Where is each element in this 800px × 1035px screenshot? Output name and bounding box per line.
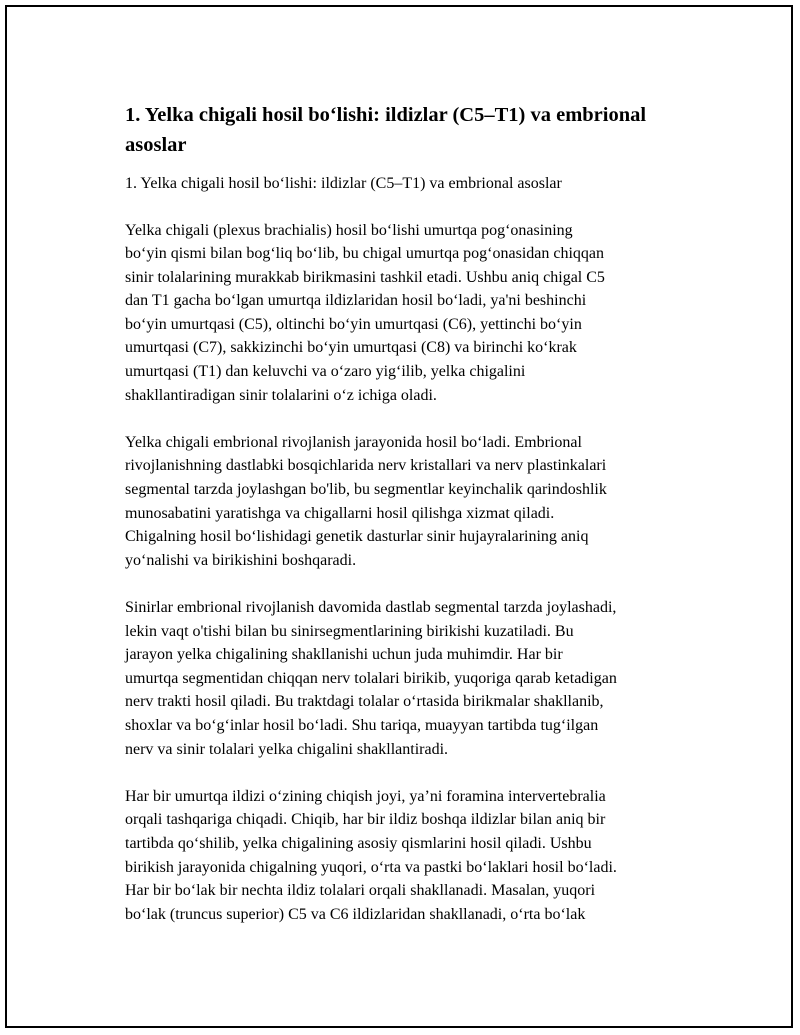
paragraph-3 <box>125 596 705 761</box>
heading-line: 1. Yelka chigali hosil bo‘lishi: ildizlar (C5–T1) va embrional <box>125 104 647 126</box>
paragraph-line: Yelka chigali embrional rivojlanish jarayonida hosil bo‘ladi. Embrional <box>125 433 582 451</box>
paragraph-line: nerv trakti hosil qiladi. Bu traktdagi tolalar o‘rtasida birikmalar shakllanib, <box>125 693 604 711</box>
paragraph-line: bo‘yin qismi bilan bog‘liq bo‘lib, bu chigal umurtqa pog‘onasidan chiqqan <box>125 245 605 263</box>
paragraph-line: birikish jarayonida chigalning yuqori, o‘rta va pastki bo‘laklari hosil bo‘ladi. <box>125 858 617 876</box>
paragraph-line: munosabatini yaratishga va chigallarni hosil qilishga xizmat qiladi. <box>125 504 555 522</box>
paragraph-line: Chigalning hosil bo‘lishidagi genetik dasturlar sinir hujayralarining aniq <box>125 528 589 546</box>
document-body <box>125 100 705 950</box>
document-subheading: 1. Yelka chigali hosil bo‘lishi: ildizlar (C5–T1) va embrional asoslar <box>125 175 562 192</box>
paragraph-1 <box>125 219 705 408</box>
paragraph-line: shakllantiradigan sinir tolalarini o‘z ichiga oladi. <box>125 386 437 404</box>
heading-line: asoslar <box>125 134 187 156</box>
paragraph-line: yo‘nalishi va birikishini boshqaradi. <box>125 551 357 569</box>
paragraph-line: orqali tashqariga chiqadi. Chiqib, har bir ildiz boshqa ildizlar bilan aniq bir <box>125 811 606 829</box>
paragraph-line: Sinirlar embrional rivojlanish davomida dastlab segmental tarzda joylashadi, <box>125 599 617 616</box>
paragraph-line: rivojlanishning dastlabki bosqichlarida nerv kristallari va nerv plastinkalari <box>125 457 607 475</box>
paragraph-2 <box>125 431 705 573</box>
paragraph-line: Yelka chigali (plexus brachialis) hosil bo‘lishi umurtqa pog‘onasining <box>125 221 573 239</box>
paragraph-line: nerv va sinir tolalari yelka chigalini shakllantiradi. <box>125 740 449 758</box>
paragraph-line: Har bir umurtqa ildizi o‘zining chiqish joyi, ya’ni foramina intervertebralia <box>125 787 606 805</box>
paragraph-line: jarayon yelka chigalining shakllanishi uchun juda muhimdir. Har bir <box>125 646 563 664</box>
paragraph-line: umurtqasi (T1) dan keluvchi va o‘zaro yig‘ilib, yelka chigalini <box>125 363 526 381</box>
paragraph-line: bo‘yin umurtqasi (C5), oltinchi bo‘yin umurtqasi (C6), yettinchi bo‘yin <box>125 315 582 333</box>
paragraph-line: umurtqasi (C7), sakkizinchi bo‘yin umurtqasi (C8) va birinchi ko‘krak <box>125 339 577 357</box>
paragraph-line: sinir tolalarining murakkab birikmasini tashkil etadi. Ushbu aniq chigal C5 <box>125 268 605 286</box>
paragraph-line: segmental tarzda joylashgan bo'lib, bu segmentlar keyinchalik qarindoshlik <box>125 481 607 499</box>
page-frame <box>5 5 793 1028</box>
paragraph-line: lekin vaqt o'tishi bilan bu sinirsegmentlarining birikishi kuzatiladi. Bu <box>125 622 574 640</box>
paragraph-line: dan T1 gacha bo‘lgan umurtqa ildizlaridan hosil bo‘ladi, ya'ni beshinchi <box>125 292 587 310</box>
paragraph-line: bo‘lak (truncus superior) C5 va C6 ildizlaridan shakllanadi, o‘rta bo‘lak <box>125 905 586 923</box>
paragraph-4 <box>125 785 705 927</box>
paragraph-line: Har bir bo‘lak bir nechta ildiz tolalari orqali shakllanadi. Masalan, yuqori <box>125 882 596 900</box>
paragraph-line: umurtqa segmentidan chiqqan nerv tolalari birikib, yuqoriga qarab ketadigan <box>125 669 617 687</box>
paragraph-line: shoxlar va bo‘g‘inlar hosil bo‘ladi. Shu tariqa, muayyan tartibda tug‘ilgan <box>125 716 599 734</box>
paragraph-line: tartibda qo‘shilib, yelka chigalining asosiy qismlarini hosil qiladi. Ushbu <box>125 834 592 852</box>
document-heading <box>125 100 705 160</box>
